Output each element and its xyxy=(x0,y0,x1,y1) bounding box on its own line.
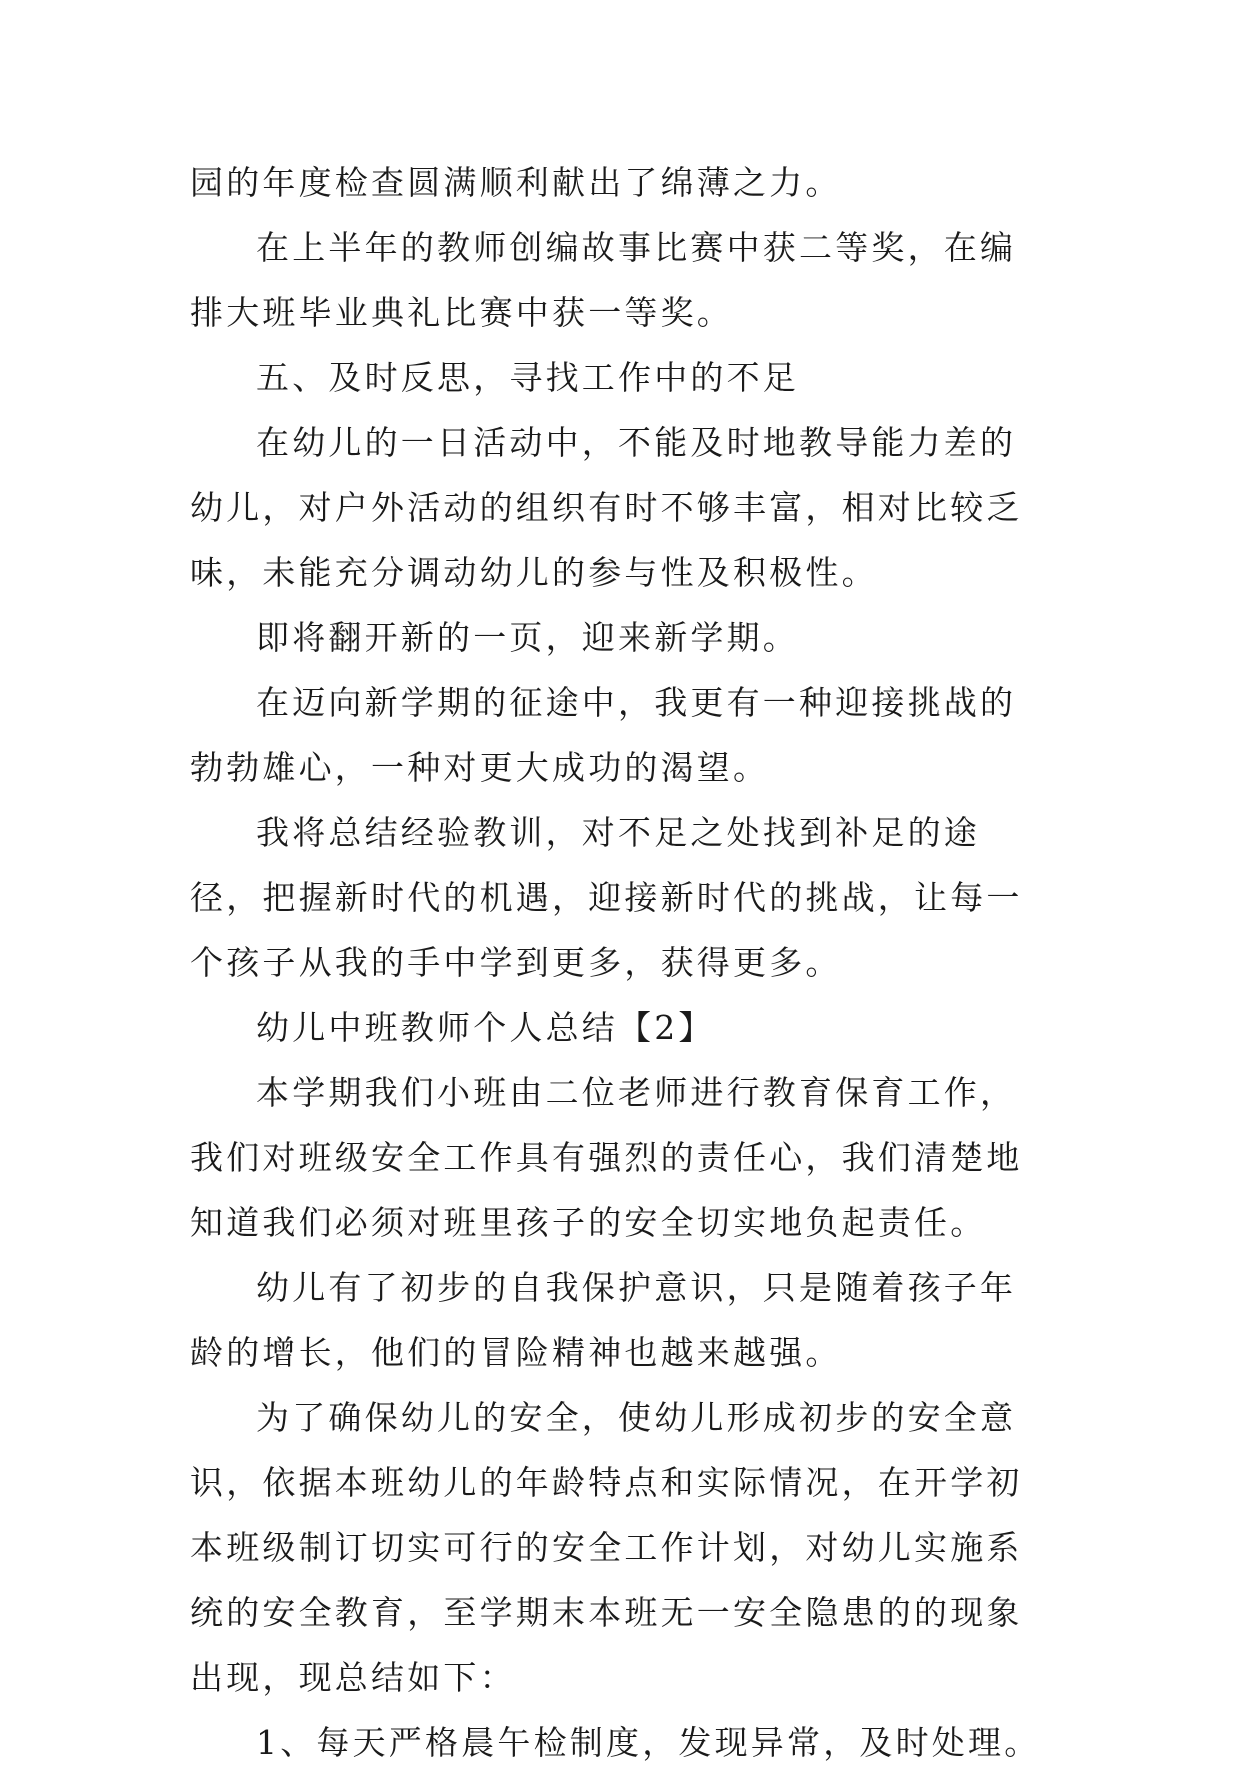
document-subtitle: 幼儿中班教师个人总结【2】 xyxy=(256,1008,715,1047)
paragraph-plan: 我将总结经验教训，对不足之处找到补足的途径，把握新时代的机遇，迎接新时代的挑战，让每一个孩子从我的手中学到更多，获得更多。 xyxy=(190,813,1023,982)
paragraph-ambition: 在迈向新学期的征途中，我更有一种迎接挑战的勃勃雄心，一种对更大成功的渴望。 xyxy=(190,683,1017,787)
list-item: 1、每天严格晨午检制度，发现异常，及时处理。 xyxy=(256,1723,1041,1762)
section-heading: 五、及时反思，寻找工作中的不足 xyxy=(256,358,799,397)
paragraph-shortcomings: 在幼儿的一日活动中，不能及时地教导能力差的幼儿，对户外活动的组织有时不够丰富，相对比较乏味，未能充分调动幼儿的参与性及积极性。 xyxy=(190,423,1023,592)
document-body xyxy=(190,150,1050,1775)
paragraph-safety-intro: 本学期我们小班由二位老师进行教育保育工作，我们对班级安全工作具有强烈的责任心，我们清楚地知道我们必须对班里孩子的安全切实地负起责任。 xyxy=(190,1073,1023,1242)
paragraph-safety-plan: 为了确保幼儿的安全，使幼儿形成初步的安全意识，依据本班幼儿的年龄特点和实际情况，在开学初本班级制订切实可行的安全工作计划，对幼儿实施系统的安全教育，至学期末本班无一安全隐患的的现象出现，现总结如下： xyxy=(190,1398,1023,1697)
paragraph-continuation: 园的年度检查圆满顺利献出了绵薄之力。 xyxy=(190,163,842,202)
paragraph-self-protection: 幼儿有了初步的自我保护意识，只是随着孩子年龄的增长，他们的冒险精神也越来越强。 xyxy=(190,1268,1017,1372)
paragraph-new-page: 即将翻开新的一页，迎来新学期。 xyxy=(256,618,799,657)
paragraph-award: 在上半年的教师创编故事比赛中获二等奖，在编排大班毕业典礼比赛中获一等奖。 xyxy=(190,228,1017,332)
